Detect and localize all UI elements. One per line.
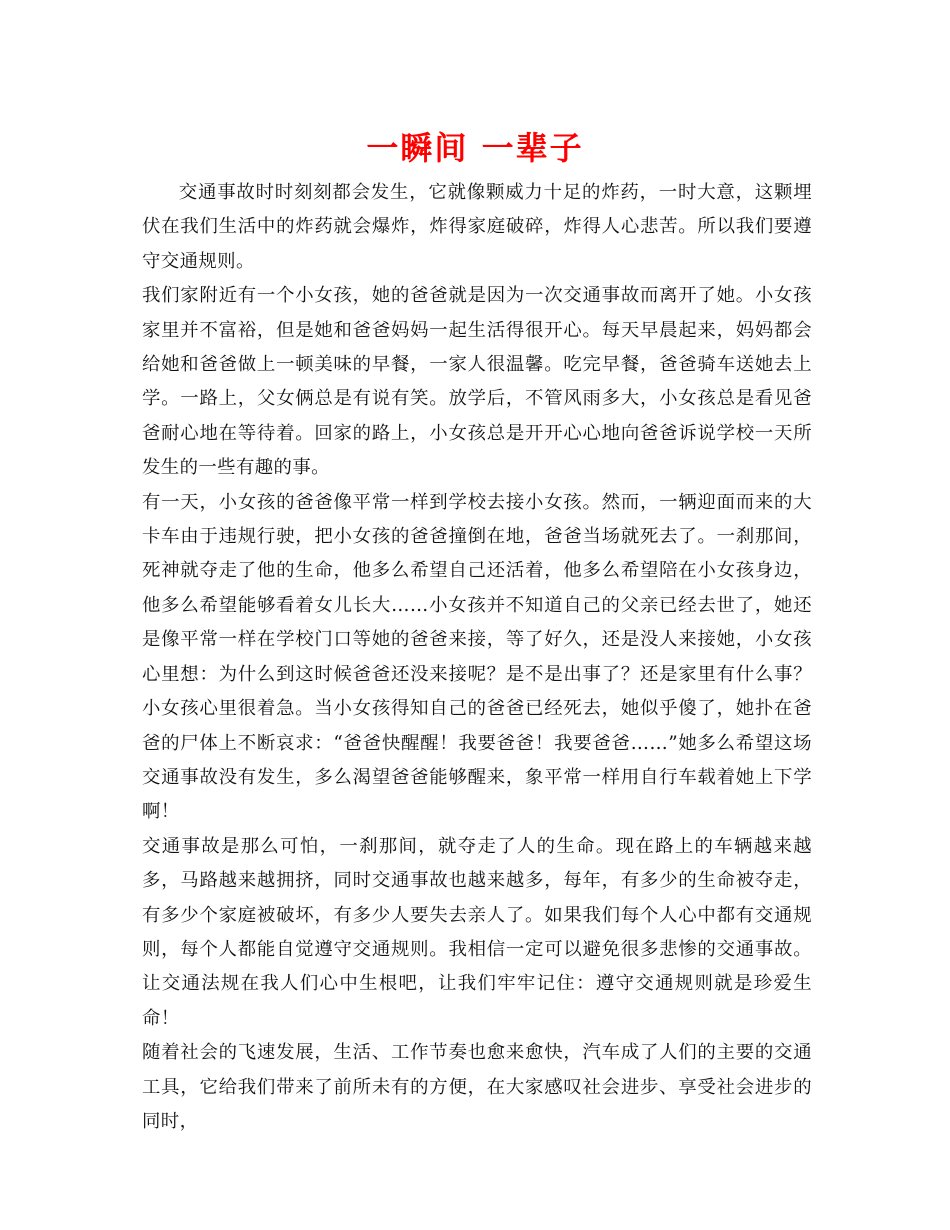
paragraph-girl-family: 我们家附近有一个小女孩，她的爸爸就是因为一次交通事故而离开了她。小女孩家里并不富裕，但是她和爸爸妈妈一起生活得很开心。每天早晨起来，妈妈都会给她和爸爸做上一顿美味的早餐，一家人很温馨。吃完早餐，爸爸骑车送她去上学。一路上，父女俩总是有说有笑。放学后，不管风雨多大，小女孩总是看见爸爸耐心地在等待着。回家的路上，小女孩总是开开心心地向爸爸诉说学校一天所发生的一些有趣的事。 <box>142 285 812 479</box>
paragraph-reflection: 交通事故是那么可怕，一刹那间，就夺走了人的生命。现在路上的车辆越来越多，马路越来越拥挤，同时交通事故也越来越多，每年，有多少的生命被夺走，有多少个家庭被破坏，有多少人要失去亲人了。如果我们每个人心中都有交通规则，每个人都能自觉遵守交通规则。我相信一定可以避免很多悲惨的交通事故。让交通法规在我人们心中生根吧，让我们牢牢记住：遵守交通规则就是珍爱生命！ <box>142 835 812 1029</box>
paragraph-intro: 交通事故时时刻刻都会发生，它就像颗威力十足的炸药，一时大意，这颗埋伏在我们生活中的炸药就会爆炸，炸得家庭破碎，炸得人心悲苦。所以我们要遵守交通规则。 <box>142 182 812 272</box>
paragraph-society: 随着社会的飞速发展，生活、工作节奏也愈来愈快，汽车成了人们的主要的交通工具，它给我们带来了前所未有的方便，在大家感叹社会进步、享受社会进步的同时， <box>142 1042 812 1132</box>
document-body <box>142 176 812 1139</box>
paragraph-accident: 有一天，小女孩的爸爸像平常一样到学校去接小女孩。然而，一辆迎面而来的大卡车由于违规行驶，把小女孩的爸爸撞倒在地，爸爸当场就死去了。一刹那间，死神就夺走了他的生命，他多么希望自己还活着，他多么希望陪在小女孩身边，他多么希望能够看着女儿长大……小女孩并不知道自己的父亲已经去世了，她还是像平常一样在学校门口等她的爸爸来接，等了好久，还是没人来接她，小女孩心里想：为什么到这时候爸爸还没来接呢？是不是出事了？还是家里有什么事？小女孩心里很着急。当小女孩得知自己的爸爸已经死去，她似乎傻了，她扑在爸爸的尸体上不断哀求：“爸爸快醒醒！我要爸爸！我要爸爸……”她多么希望这场交通事故没有发生，多么渴望爸爸能够醒来，象平常一样用自行车载着她上下学啊！ <box>142 491 812 823</box>
document-title: 一瞬间 一辈子 <box>366 129 584 167</box>
